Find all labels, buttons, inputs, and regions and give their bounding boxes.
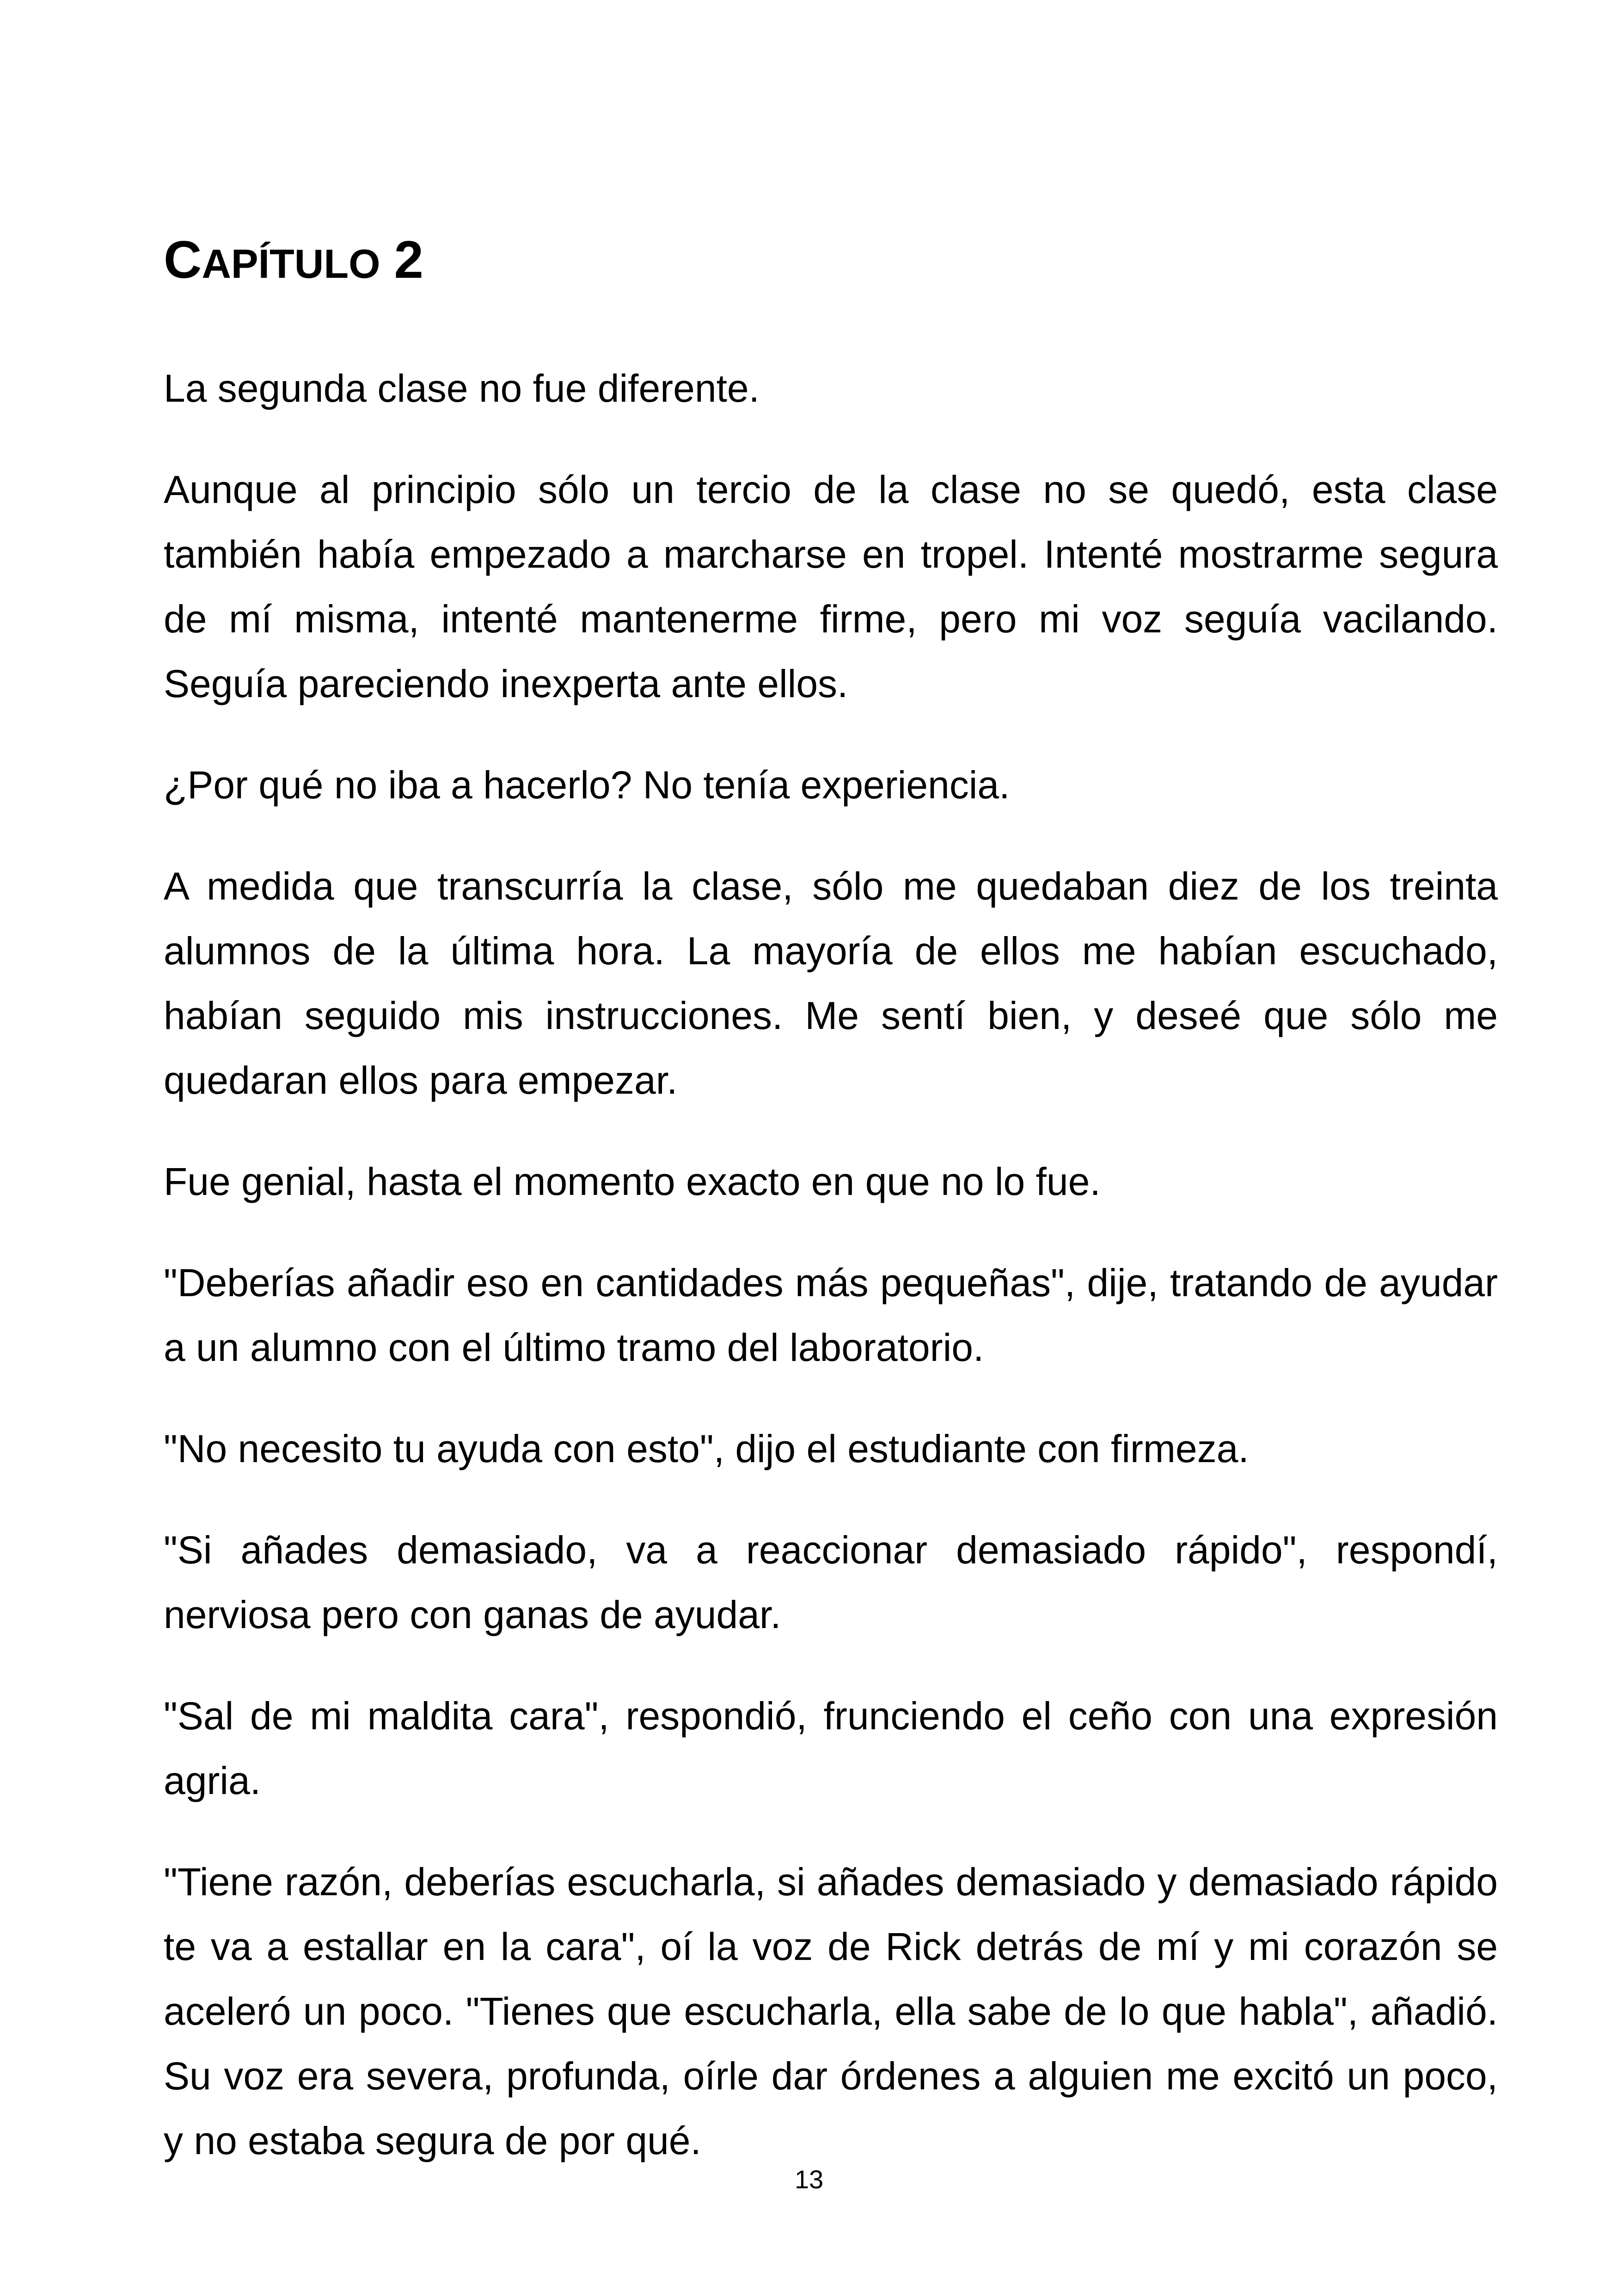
paragraph: Aunque al principio sólo un tercio de la clase no se quedó, esta clase también había empezado a marcharse en tropel. Intenté mostrarme segura de mí misma, intenté mantenerme firme, pero mi voz seguía vacilando. Seguía pareciendo inexperta ante ellos.: [164, 468, 1498, 705]
paragraph: "No necesito tu ayuda con esto", dijo el estudiante con firmeza.: [164, 1427, 1249, 1470]
paragraph: Fue genial, hasta el momento exacto en que no lo fue.: [164, 1160, 1101, 1203]
chapter-title-initial: C: [164, 231, 202, 289]
paragraph: A medida que transcurría la clase, sólo me quedaban diez de los treinta alumnos de la última hora. La mayoría de ellos me habían escuchado, habían seguido mis instrucciones. Me sentí bien, y deseé que sólo me quedaran ellos para empezar.: [164, 864, 1498, 1102]
chapter-number: 2: [394, 231, 423, 289]
paragraph: "Deberías añadir eso en cantidades más pequeñas", dije, tratando de ayudar a un alumno con el último tramo del laboratorio.: [164, 1261, 1498, 1369]
paragraph: La segunda clase no fue diferente.: [164, 367, 760, 410]
paragraph: "Tiene razón, deberías escucharla, si añades demasiado y demasiado rápido te va a estallar en la cara", oí la voz de Rick detrás de mí y mi corazón se aceleró un poco. "Tienes que escucharla, ella sabe de lo que habla", añadió. Su voz era severa, profunda, oírle dar órdenes a alguien me excitó un poco, y no estaba segura de por qué.: [164, 1860, 1498, 2162]
chapter-body: [164, 356, 1498, 2210]
page-number: 13: [794, 2165, 824, 2194]
paragraph: "Si añades demasiado, va a reaccionar demasiado rápido", respondí, nerviosa pero con ganas de ayudar.: [164, 1528, 1498, 1636]
paragraph: "Sal de mi maldita cara", respondió, frunciendo el ceño con una expresión agria.: [164, 1694, 1498, 1802]
paragraph: ¿Por qué no iba a hacerlo? No tenía experiencia.: [164, 763, 1010, 807]
chapter-title-rest: APÍTULO: [202, 241, 380, 287]
chapter-title: [164, 231, 423, 289]
